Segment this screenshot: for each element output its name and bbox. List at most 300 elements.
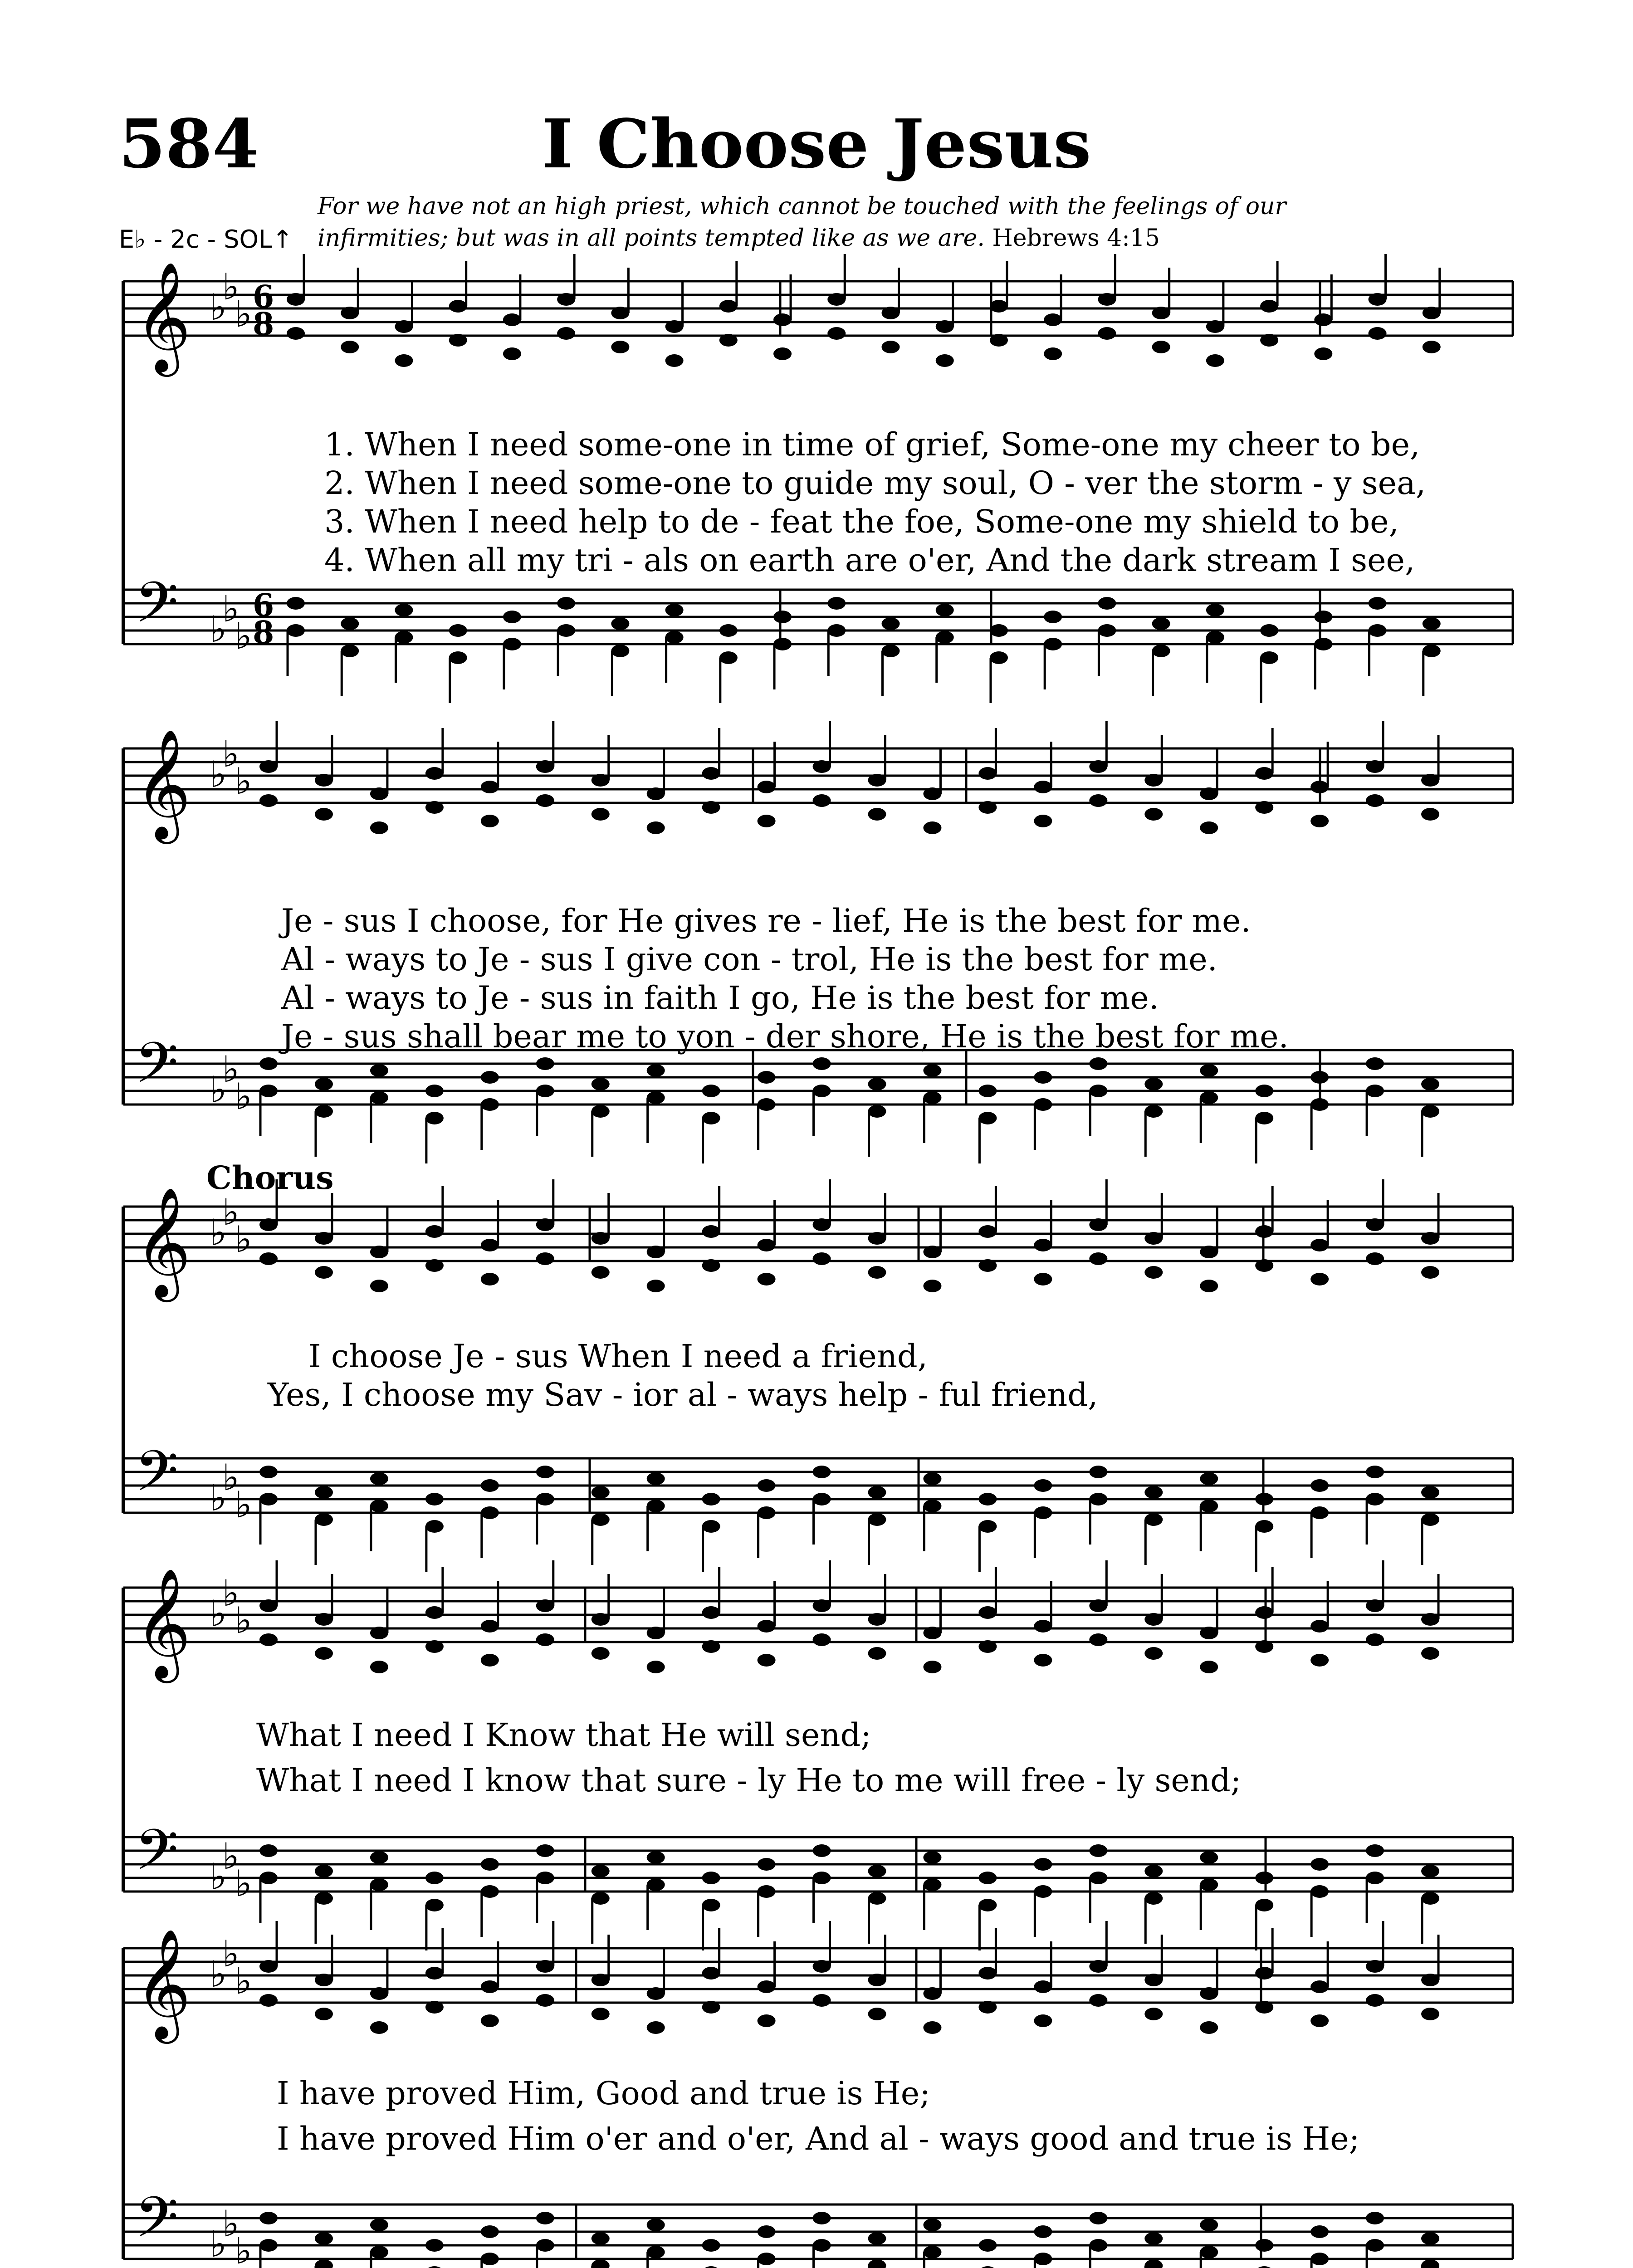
note-head (1310, 1858, 1329, 1871)
note-head (665, 320, 684, 333)
time-signature: 6 (253, 587, 274, 624)
note-head (923, 1500, 941, 1512)
note-head (758, 2225, 776, 2238)
note-head (773, 313, 792, 326)
note-head (1421, 1232, 1439, 1245)
note-head (1206, 631, 1224, 644)
note-head (259, 1872, 278, 1884)
note-head (758, 815, 776, 827)
note-head (592, 2008, 610, 2020)
treble-clef-icon: 𝄞 (135, 1186, 191, 1297)
note-head (341, 645, 359, 657)
note-head (315, 808, 333, 821)
note-head (758, 781, 776, 793)
note-head (592, 2232, 610, 2245)
note-head (341, 617, 359, 630)
note-head (592, 2259, 610, 2268)
note-head (936, 320, 954, 333)
note-head (923, 1091, 941, 1104)
note-head (1200, 821, 1218, 834)
note-head (1260, 334, 1278, 347)
note-head (1255, 1872, 1273, 1884)
note-head (978, 1085, 997, 1097)
note-head (1044, 313, 1062, 326)
note-head (259, 1252, 278, 1265)
note-head (370, 1064, 388, 1077)
note-head (813, 794, 831, 807)
note-head (259, 1633, 278, 1646)
note-head (536, 1599, 554, 1612)
note-head (370, 1661, 388, 1673)
bass-clef-icon: 𝄢 (135, 1031, 179, 1110)
key-info: E♭ - 2c - SOL↑ (119, 225, 293, 254)
chorus-line-2-lead: What I need I Know that He will send; (256, 1716, 871, 1754)
note-head (315, 1105, 333, 1118)
note-head (923, 1472, 941, 1485)
bass-clef-icon: 𝄢 (135, 1818, 179, 1897)
note-head (978, 1520, 997, 1533)
note-head (1200, 1472, 1218, 1485)
note-head (425, 1899, 444, 1911)
note-head (287, 327, 305, 340)
note-head (1200, 1661, 1218, 1673)
note-head (827, 624, 846, 637)
bass-clef-icon: 𝄢 (135, 570, 179, 649)
note-head (665, 354, 684, 367)
note-head (1255, 1085, 1273, 1097)
note-head (1034, 1098, 1052, 1111)
note-head (1310, 1506, 1329, 1519)
note-head (1144, 1974, 1163, 1986)
note-head (1310, 781, 1329, 793)
note-head (259, 1466, 278, 1478)
note-head (592, 1865, 610, 1877)
note-head (592, 1266, 610, 1279)
note-head (425, 1259, 444, 1272)
flat-icon: ♭ (210, 608, 227, 650)
note-head (978, 1112, 997, 1124)
note-head (370, 2246, 388, 2258)
note-head (1089, 1252, 1107, 1265)
note-head (536, 1057, 554, 1070)
flat-icon: ♭ (235, 2230, 252, 2268)
note-head (370, 1500, 388, 1512)
note-head (813, 1057, 831, 1070)
note-head (481, 1858, 499, 1871)
note-head (702, 1225, 720, 1238)
note-head (647, 1851, 665, 1864)
note-head (936, 354, 954, 367)
note-head (827, 293, 846, 306)
note-head (425, 2266, 444, 2268)
note-head (1098, 293, 1116, 306)
note-head (647, 821, 665, 834)
note-head (702, 1112, 720, 1124)
note-head (425, 1606, 444, 1619)
chorus-line-1-echo: Yes, I choose my Sav - ior al - ways help - ful friend, (268, 1376, 1098, 1413)
note-head (1152, 645, 1170, 657)
note-head (1423, 307, 1441, 319)
note-head (259, 760, 278, 773)
note-head (1314, 313, 1332, 326)
note-head (425, 1640, 444, 1653)
note-head (1044, 611, 1062, 623)
note-head (813, 760, 831, 773)
chorus-line-3-echo: I have proved Him o'er and o'er, And al - ways good and true is He; (277, 2120, 1360, 2157)
note-head (370, 1627, 388, 1639)
note-head (1144, 1647, 1163, 1660)
note-head (1206, 604, 1224, 616)
note-head (1421, 1647, 1439, 1660)
flat-icon: ♭ (235, 1484, 252, 1526)
note-head (868, 1974, 886, 1986)
note-head (259, 1057, 278, 1070)
note-head (1255, 1520, 1273, 1533)
note-head (1255, 1606, 1273, 1619)
note-head (449, 300, 467, 313)
note-head (1034, 781, 1052, 793)
note-head (923, 1661, 941, 1673)
note-head (1366, 794, 1384, 807)
note-head (702, 2239, 720, 2252)
note-head (923, 1627, 941, 1639)
note-head (702, 2266, 720, 2268)
note-head (758, 1239, 776, 1251)
note-head (315, 2008, 333, 2020)
note-head (647, 1280, 665, 1292)
note-head (813, 1085, 831, 1097)
note-head (1089, 1057, 1107, 1070)
note-head (370, 2021, 388, 2034)
note-head (1314, 611, 1332, 623)
note-head (1200, 2219, 1218, 2231)
note-head (868, 1647, 886, 1660)
note-head (1098, 624, 1116, 637)
note-head (923, 1851, 941, 1864)
note-head (1089, 794, 1107, 807)
note-head (1421, 1613, 1439, 1626)
flat-icon: ♭ (222, 1572, 240, 1614)
note-head (1144, 1865, 1163, 1877)
note-head (592, 1647, 610, 1660)
note-head (1255, 1225, 1273, 1238)
note-head (813, 2212, 831, 2224)
note-head (1152, 307, 1170, 319)
note-head (647, 1878, 665, 1891)
note-head (1044, 347, 1062, 360)
note-head (923, 1987, 941, 2000)
note-head (287, 624, 305, 637)
chorus-line-1-lead: I choose Je - sus When I need a friend, (308, 1338, 928, 1375)
note-head (1310, 1885, 1329, 1898)
note-head (758, 1654, 776, 1667)
note-head (425, 1967, 444, 1980)
note-head (868, 2232, 886, 2245)
note-head (503, 611, 521, 623)
note-head (1200, 1500, 1218, 1512)
note-head (425, 767, 444, 780)
note-head (449, 651, 467, 664)
note-head (1098, 597, 1116, 610)
note-head (978, 2266, 997, 2268)
flat-icon: ♭ (210, 286, 227, 328)
note-head (1089, 760, 1107, 773)
note-head (315, 2259, 333, 2268)
flat-icon: ♭ (222, 1191, 240, 1233)
note-head (536, 2212, 554, 2224)
note-head (1034, 1479, 1052, 1492)
note-head (1144, 2232, 1163, 2245)
hymn-number: 584 (119, 104, 259, 183)
note-head (481, 1273, 499, 1286)
note-head (536, 1872, 554, 1884)
note-head (827, 327, 846, 340)
note-head (868, 2008, 886, 2020)
note-head (1310, 1273, 1329, 1286)
note-head (868, 1892, 886, 1905)
note-head (1034, 2225, 1052, 2238)
note-head (936, 631, 954, 644)
note-head (1200, 1878, 1218, 1891)
note-head (481, 1506, 499, 1519)
note-head (1089, 2212, 1107, 2224)
note-head (1089, 2239, 1107, 2252)
note-head (1200, 1064, 1218, 1077)
note-head (1366, 1599, 1384, 1612)
note-head (557, 293, 575, 306)
note-head (315, 1078, 333, 1090)
note-head (611, 645, 629, 657)
note-head (702, 1606, 720, 1619)
verse-1-line-2: Je - sus I choose, for He gives re - lief, He is the best for me. (281, 902, 1251, 939)
note-head (647, 1987, 665, 2000)
note-head (665, 631, 684, 644)
note-head (1366, 1493, 1384, 1505)
note-head (1421, 1486, 1439, 1499)
note-head (758, 1098, 776, 1111)
flat-icon: ♭ (210, 1477, 227, 1519)
note-head (503, 638, 521, 650)
note-head (259, 1844, 278, 1857)
note-head (923, 787, 941, 800)
note-head (1089, 1844, 1107, 1857)
note-head (1366, 1057, 1384, 1070)
note-head (1200, 1851, 1218, 1864)
note-head (1144, 2259, 1163, 2268)
note-head (315, 1513, 333, 1526)
note-head (1034, 1858, 1052, 1871)
verse-4-line-2: Je - sus shall bear me to yon - der shore, He is the best for me. (281, 1018, 1289, 1055)
note-head (259, 1493, 278, 1505)
note-head (259, 1960, 278, 1973)
note-head (481, 1071, 499, 1084)
note-head (647, 1472, 665, 1485)
note-head (259, 1218, 278, 1231)
verse-1-line-1: 1. When I need some-one in time of grief, Some-one my cheer to be, (324, 426, 1420, 463)
note-head (536, 2239, 554, 2252)
note-head (758, 2253, 776, 2265)
note-head (425, 1493, 444, 1505)
note-head (1098, 327, 1116, 340)
note-head (425, 801, 444, 814)
note-head (647, 1627, 665, 1639)
note-head (481, 1620, 499, 1633)
note-head (1255, 1967, 1273, 1980)
note-head (1206, 320, 1224, 333)
note-head (719, 651, 738, 664)
note-head (1421, 1266, 1439, 1279)
note-head (1366, 1218, 1384, 1231)
note-head (978, 1606, 997, 1619)
note-head (592, 1105, 610, 1118)
note-head (1421, 774, 1439, 787)
note-head (315, 1486, 333, 1499)
note-head (813, 1994, 831, 2007)
flat-icon: ♭ (235, 1075, 252, 1118)
note-head (923, 821, 941, 834)
note-head (813, 1218, 831, 1231)
note-head (370, 1472, 388, 1485)
note-head (259, 794, 278, 807)
note-head (1034, 1620, 1052, 1633)
note-head (1255, 1112, 1273, 1124)
note-head (719, 334, 738, 347)
note-head (813, 1252, 831, 1265)
note-head (702, 1967, 720, 1980)
note-head (370, 787, 388, 800)
note-head (702, 1640, 720, 1653)
note-head (1421, 1974, 1439, 1986)
note-head (1089, 1493, 1107, 1505)
note-head (1144, 808, 1163, 821)
note-head (536, 1844, 554, 1857)
note-head (647, 1661, 665, 1673)
note-head (370, 1987, 388, 2000)
note-head (1034, 1980, 1052, 1993)
note-head (702, 801, 720, 814)
note-head (702, 1899, 720, 1911)
verse-3-line-2: Al - ways to Je - sus in faith I go, He is the best for me. (281, 979, 1159, 1017)
note-head (481, 1885, 499, 1898)
verse-2-line-2: Al - ways to Je - sus I give con - trol, He is the best for me. (281, 941, 1217, 978)
note-head (1255, 1493, 1273, 1505)
note-head (813, 1599, 831, 1612)
note-head (425, 2001, 444, 2014)
note-head (978, 1967, 997, 1980)
note-head (536, 1994, 554, 2007)
note-head (259, 1599, 278, 1612)
note-head (773, 611, 792, 623)
note-head (647, 2219, 665, 2231)
note-head (1260, 300, 1278, 313)
note-head (536, 1218, 554, 1231)
note-head (1255, 2239, 1273, 2252)
note-head (868, 1105, 886, 1118)
note-head (425, 1520, 444, 1533)
flat-icon: ♭ (222, 1457, 240, 1499)
note-head (481, 781, 499, 793)
note-head (1310, 2014, 1329, 2027)
note-head (882, 341, 900, 353)
note-head (592, 1232, 610, 1245)
note-head (287, 293, 305, 306)
note-head (536, 760, 554, 773)
note-head (1089, 1466, 1107, 1478)
note-head (481, 1654, 499, 1667)
note-head (315, 2232, 333, 2245)
note-head (758, 1273, 776, 1286)
hymn-title: I Choose Jesus (542, 104, 1091, 183)
note-head (647, 1064, 665, 1077)
note-head (592, 1513, 610, 1526)
note-head (1366, 2239, 1384, 2252)
note-head (449, 624, 467, 637)
note-head (1034, 1071, 1052, 1084)
flat-icon: ♭ (210, 1593, 227, 1635)
note-head (370, 1878, 388, 1891)
note-head (882, 617, 900, 630)
note-head (868, 1078, 886, 1090)
note-head (868, 1266, 886, 1279)
treble-clef-icon: 𝄞 (135, 1928, 191, 2039)
note-head (923, 2021, 941, 2034)
chorus-label: Chorus (206, 1159, 334, 1197)
note-head (1089, 1085, 1107, 1097)
note-head (1260, 624, 1278, 637)
note-head (647, 1246, 665, 1258)
note-head (1423, 341, 1441, 353)
note-head (978, 1899, 997, 1911)
flat-icon: ♭ (222, 266, 240, 308)
note-head (481, 1980, 499, 1993)
note-head (1144, 1613, 1163, 1626)
note-head (868, 1486, 886, 1499)
note-head (1144, 1232, 1163, 1245)
note-head (1200, 1987, 1218, 2000)
note-head (611, 341, 629, 353)
note-head (1310, 2225, 1329, 2238)
note-head (923, 1280, 941, 1292)
note-head (813, 1633, 831, 1646)
note-head (1144, 1513, 1163, 1526)
note-head (1255, 2001, 1273, 2014)
note-head (425, 1112, 444, 1124)
note-head (611, 307, 629, 319)
note-head (1366, 1960, 1384, 1973)
note-head (923, 1246, 941, 1258)
note-head (1034, 1885, 1052, 1898)
time-signature: 8 (253, 306, 274, 342)
note-head (936, 604, 954, 616)
note-head (259, 2239, 278, 2252)
note-head (1421, 1892, 1439, 1905)
scripture-text: For we have not an high priest, which cannot be touched with the feelings of our infirmities; but was in all points tempted like as we are. (318, 193, 1286, 252)
note-head (315, 1865, 333, 1877)
note-head (1310, 1098, 1329, 1111)
flat-icon: ♭ (210, 2223, 227, 2265)
note-head (1206, 354, 1224, 367)
flat-icon: ♭ (235, 293, 252, 335)
note-head (536, 1085, 554, 1097)
flat-icon: ♭ (222, 1933, 240, 1975)
note-head (1034, 815, 1052, 827)
note-head (990, 300, 1008, 313)
note-head (395, 320, 413, 333)
treble-clef-icon: 𝄞 (135, 261, 191, 372)
note-head (592, 1974, 610, 1986)
note-head (481, 1098, 499, 1111)
note-head (1034, 2253, 1052, 2265)
